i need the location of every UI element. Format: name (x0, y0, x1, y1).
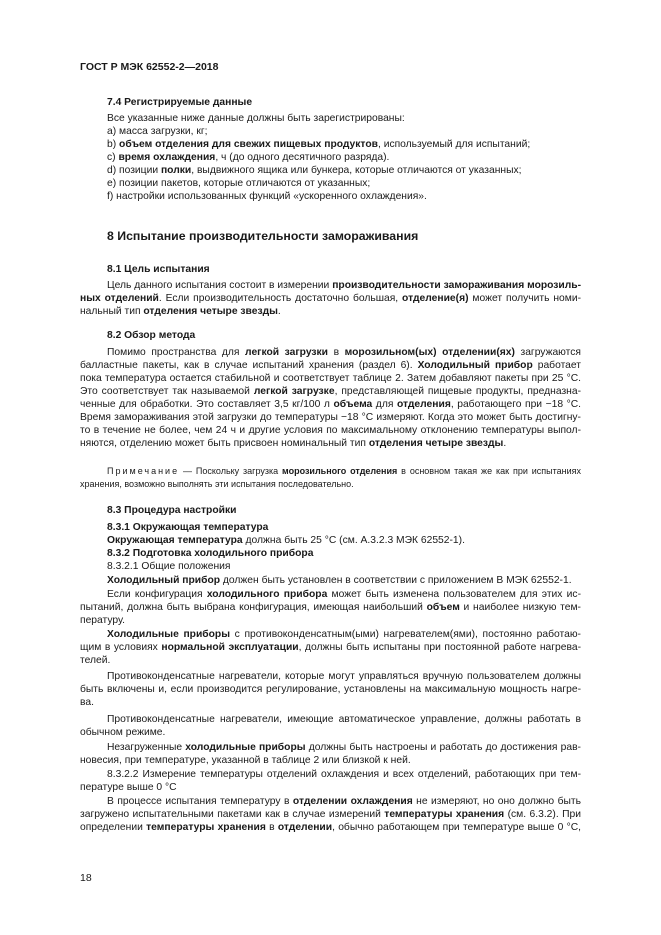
s8321-para-5-line-2: обычном режиме. (80, 727, 166, 738)
s8321-para-4-line-3: ва. (80, 697, 94, 708)
s81-line-3: нальный тип отделения четыре звезды. (80, 306, 281, 317)
s82-line-1: Помимо пространства для легкой загрузки в морозильном(ых) отделении(ях) загружаются (107, 347, 582, 358)
s8321-para-5-line-1: Противоконденсатные нагреватели, имеющие автоматическое управление, должны работать в (107, 714, 581, 725)
s8321-para-2-line-1: Если конфигурация холодильного прибора может быть изменена пользователем для этих ис- (107, 589, 581, 600)
s8321-para-3-line-1: Холодильные приборы с противоконденсатным(ыми) нагревателем(ями), постоянно работаю- (107, 629, 581, 640)
s81-line-1: Цель данного испытания состоит в измерении производительности замораживания морозиль- (107, 280, 582, 291)
section-8-3-2-heading: 8.3.2 Подготовка холодильного прибора (107, 548, 314, 559)
s8321-para-1: Холодильный прибор должен быть установлен в соответствии с приложением В МЭК 62552-1. (107, 575, 572, 586)
s8321-para-2-line-2: пытаний, должна быть выбрана конфигурация, имеющая наибольший объем и наиболее низкую тем- (80, 602, 581, 613)
section-8-2-heading: 8.2 Обзор метода (107, 330, 196, 341)
s8321-para-4-line-1: Противоконденсатные нагреватели, которые могут управляться вручную пользователем должны (107, 671, 581, 682)
document-header: ГОСТ Р МЭК 62552-2—2018 (80, 61, 219, 73)
s8322-para-line-1: В процессе испытания температуру в отделении охлаждения не измеряют, но оно должно быть (107, 796, 581, 807)
s831-text: Окружающая температура должна быть 25 °С (см. А.3.2.3 МЭК 62552-1). (107, 535, 465, 546)
s82-line-7: то в течение не более, чем 24 ч и другие условия по максимальному отклонению температуры выпол- (80, 425, 581, 436)
s8321-para-6-line-2: новесия, при температуре, указанной в таблице 2 или близкой к ней. (80, 755, 411, 766)
s82-line-5: ченные для обработки. Это составляет 3,5 кг/100 л объема для отделения, работающего при −18 °С. (80, 399, 581, 410)
section-8-3-heading: 8.3 Процедура настройки (107, 505, 237, 516)
s82-line-4: Это соответствует так называемой легкой загрузке, представляющей пищевые продукты, предназна- (80, 386, 582, 397)
s82-line-8: няются, отделению может быть присвоен номинальный тип отделения четыре звезды. (80, 438, 507, 449)
section-8-3-2-2-heading-line-1: 8.3.2.2 Измерение температуры отделений охлаждения и всех отделений, работающих при тем- (107, 769, 581, 780)
page-number: 18 (80, 872, 92, 884)
s74-item-f: f) настройки использованных функций «ускоренного охлаждения». (107, 191, 427, 202)
s74-item-d: d) позиции полки, выдвижного ящика или бункера, которые отличаются от указанных; (107, 165, 522, 176)
s74-item-b: b) объем отделения для свежих пищевых продуктов, используемый для испытаний; (107, 139, 531, 150)
s74-intro: Все указанные ниже данные должны быть зарегистрированы: (107, 113, 405, 124)
s8321-para-2-line-3: пературу. (80, 615, 125, 626)
section-8-1-heading: 8.1 Цель испытания (107, 264, 210, 275)
s82-note-line-2: хранения, возможно выполнять эти испытания последовательно. (80, 479, 354, 489)
section-7-4-heading: 7.4 Регистрируемые данные (107, 97, 253, 108)
s8322-para-line-3: определении температуры хранения в отделении, обычно работающем при температуре выше 0 °С, (80, 822, 582, 833)
section-8-3-2-1-heading: 8.3.2.1 Общие положения (107, 561, 231, 572)
s8321-para-3-line-3: телей. (80, 655, 111, 666)
s74-item-e: е) позиции пакетов, которые отличаются от указанных; (107, 178, 371, 189)
section-8-3-2-2-heading-line-2: пературе выше 0 °С (80, 782, 177, 793)
note-label: Примечание (107, 466, 180, 476)
s82-line-2: балластные пакеты, как в случае испытаний хранения (раздел 6). Холодильный прибор работает (80, 360, 582, 371)
s8322-para-line-2: загружено испытательными пакетами как в случае измерений температуры хранения (см. 6.3.2). При (80, 809, 581, 820)
s8321-para-6-line-1: Незагруженные холодильные приборы должны быть настроены и работать до достижения рав- (107, 742, 581, 753)
s74-item-a: а) масса загрузки, кг; (107, 126, 208, 137)
s82-note-line-1: Примечание — Поскольку загрузка морозильного отделения в основном такая же как при испытаниях (107, 466, 582, 476)
s8321-para-4-line-2: быть включены и, если производится регулирование, установлены на максимальную мощность нагре- (80, 684, 581, 695)
section-8-heading: 8 Испытание производительности замораживания (107, 229, 419, 243)
s82-line-6: Время замораживания этой загрузки до температуры −18 °С измеряют. Когда это может быть достигну- (80, 412, 581, 423)
s74-item-c: с) время охлаждения, ч (до одного десятичного разряда). (107, 152, 390, 163)
s81-line-2: ных отделений. Если производительность достаточно большая, отделение(я) может получить номи- (80, 293, 581, 304)
s8321-para-3-line-2: щим в условиях нормальной эксплуатации, должны быть испытаны при постоянной работе нагрева- (80, 642, 582, 653)
section-8-3-1-heading: 8.3.1 Окружающая температура (107, 522, 269, 533)
s82-line-3: пока температура остается стабильной и соответствует таблице 2. Затем добавляют пакеты при 25 °С. (80, 373, 581, 384)
